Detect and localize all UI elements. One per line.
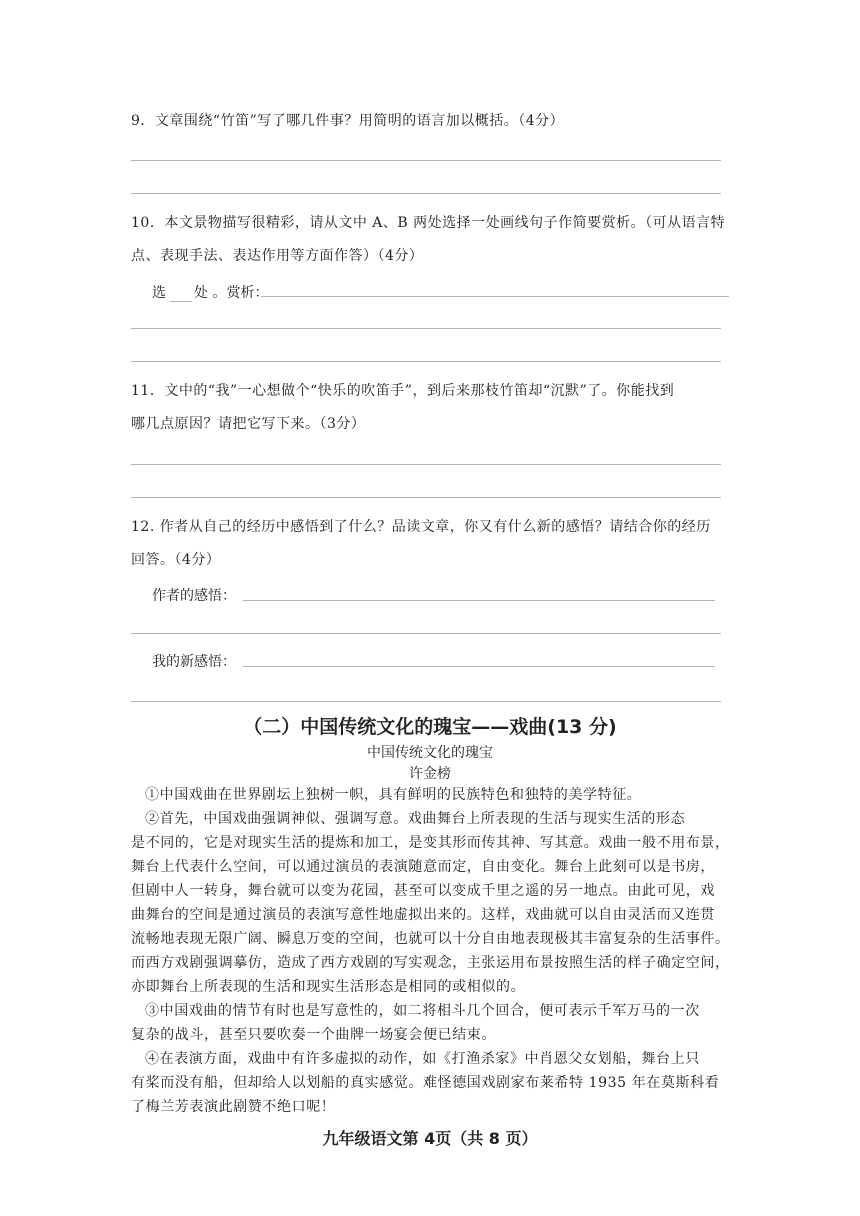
author-insight-answer-line[interactable] <box>243 600 715 601</box>
question-11-line-1: 11．文中的“我”一心想做个“快乐的吹笛手”，到后来那枝竹笛却“沉默”了。你能找到 <box>131 383 675 399</box>
answer-line[interactable] <box>131 497 721 498</box>
paragraph-line: 而西方戏剧强调摹仿，造成了西方戏剧的写实观念，主张运用布景按照生活的样子确定空间， <box>131 955 730 971</box>
question-12-line-1: 12. 作者从自己的经历中感悟到了什么？品读文章，你又有什么新的感悟？请结合你的经历 <box>131 519 711 535</box>
question-10-line-2: 点、表现手法、表达作用等方面作答）（4分） <box>131 248 424 264</box>
page-footer: 九年级语文第 4页（共 8 页） <box>322 1129 538 1148</box>
article-paragraph-3 <box>131 999 731 1047</box>
paragraph-line: 复杂的战斗，甚至只要吹奏一个曲牌一场宴会便已结束。 <box>131 1027 496 1043</box>
article-paragraph-2 <box>131 807 731 999</box>
paragraph-line: 亦即舞台上所表现的生活和现实生活形态是相同的或相似的。 <box>131 979 526 995</box>
answer-line[interactable] <box>131 193 721 194</box>
answer-line[interactable] <box>131 701 721 702</box>
paragraph-line: 舞台上代表什么空间，可以通过演员的表演随意而定，自由变化。舞台上此刻可以是书房， <box>131 859 715 875</box>
answer-line[interactable] <box>131 361 721 362</box>
article-title: 中国传统文化的瑰宝 <box>367 745 493 761</box>
answer-line[interactable] <box>131 464 721 465</box>
article-paragraph-4 <box>131 1047 731 1119</box>
question-11-line-2: 哪几点原因？请把它写下来。（3分） <box>131 416 366 432</box>
select-blank[interactable] <box>170 301 192 302</box>
question-12-line-2: 回答。（4分） <box>131 552 221 568</box>
paragraph-line: ③中国戏曲的情节有时也是写意性的，如二将相斗几个回合，便可表示千军万马的一次 <box>145 1003 700 1019</box>
section-title: （二）中国传统文化的瑰宝——戏曲(13 分) <box>243 716 617 738</box>
select-mid: 处 。赏析： <box>194 285 269 301</box>
answer-line[interactable] <box>131 160 721 161</box>
author-insight-label: 作者的感悟： <box>152 588 236 604</box>
paragraph-line: ②首先，中国戏曲强调神似、强调写意。戏曲舞台上所表现的生活与现实生活的形态 <box>145 811 686 827</box>
paragraph-line: 但剧中人一转身，舞台就可以变为花园，甚至可以变成千里之遥的另一地点。由此可见，戏 <box>131 883 715 899</box>
question-9: 9．文章围绕“竹笛”写了哪几件事？用简明的语言加以概括。（4分） <box>131 113 565 129</box>
paragraph-line: 流畅地表现无限广阔、瞬息万变的空间，也就可以十分自由地表现极其丰富复杂的生活事件。 <box>131 931 730 947</box>
paragraph-line: 了梅兰芳表演此剧赞不绝口呢！ <box>131 1099 336 1115</box>
my-insight-label: 我的新感悟： <box>152 654 236 670</box>
paragraph-line: 曲舞台的空间是通过演员的表演写意性地虚拟出来的。这样，戏曲就可以自由灵活而又连贯 <box>131 907 715 923</box>
paragraph-line: 有桨而没有船，但却给人以划船的真实感觉。难怪德国戏剧家布莱希特 1935 年在莫斯科看 <box>131 1075 720 1091</box>
article-paragraph-1 <box>131 783 731 807</box>
my-insight-answer-line[interactable] <box>243 666 715 667</box>
paragraph-line: 是不同的，它是对现实生活的提炼和加工，是变其形而传其神、写其意。戏曲一般不用布景， <box>131 835 730 851</box>
question-10-line-1: 10．本文景物描写很精彩，请从文中 A、B 两处选择一处画线句子作简要赏析。（可从语言特 <box>131 215 726 231</box>
answer-line[interactable] <box>131 633 721 634</box>
article-author: 许金榜 <box>409 766 451 782</box>
answer-line[interactable] <box>131 328 721 329</box>
select-prefix: 选 <box>152 285 166 301</box>
paragraph-line: ④在表演方面，戏曲中有许多虚拟的动作，如《打渔杀家》中肖恩父女划船，舞台上只 <box>145 1051 700 1067</box>
paragraph-line: ①中国戏曲在世界剧坛上独树一帜，具有鲜明的民族特色和独特的美学特征。 <box>145 787 642 803</box>
appreciation-answer-line[interactable] <box>261 296 729 297</box>
